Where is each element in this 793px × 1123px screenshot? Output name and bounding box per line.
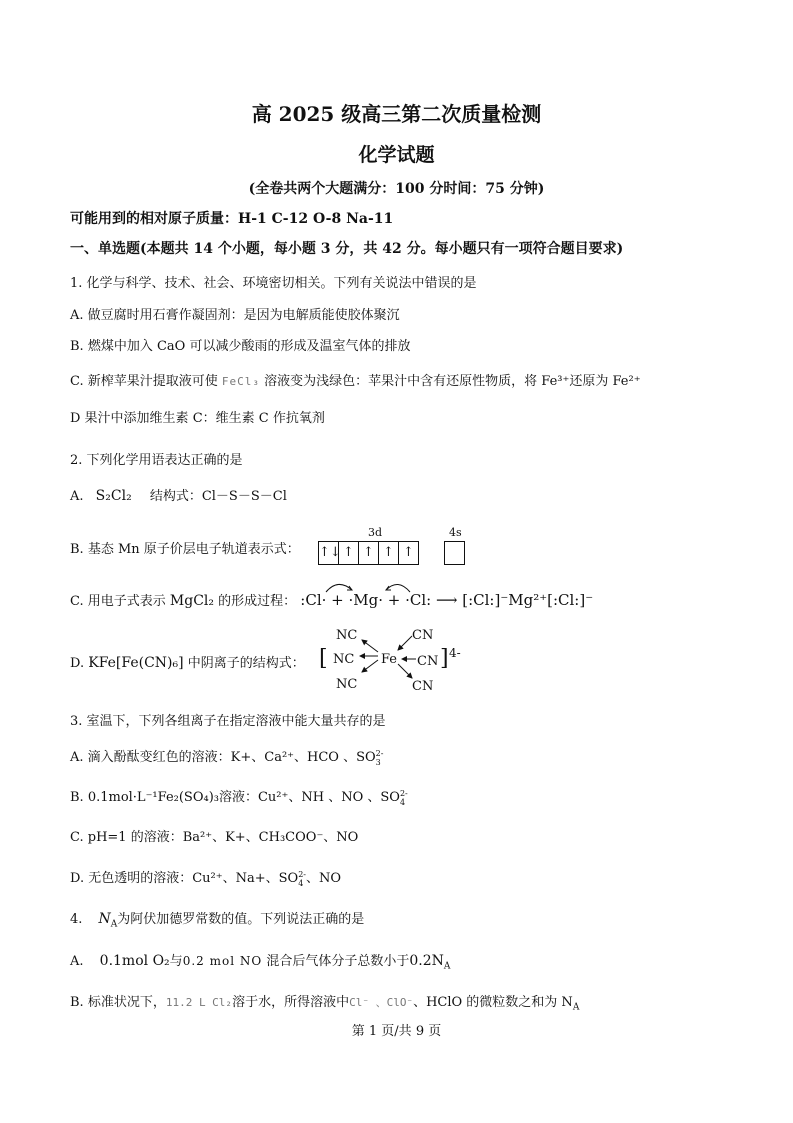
electron-formula-process: :Cl· + ·Mg· + ·Cl: ⟶ [:Cl:]⁻Mg²⁺[:Cl:]⁻: [300, 591, 594, 609]
q1-c-post: 溶液变为浅绿色：苹果汁中含有还原性物质，将 Fe³⁺还原为 Fe²⁺: [264, 374, 641, 389]
q4-b-ions: Cl⁻ 、ClO⁻: [349, 996, 414, 1009]
central-atom-fe: Fe: [381, 652, 398, 667]
q4-a-value-sub: A: [443, 961, 451, 972]
orbital-4s-label: 4s: [449, 526, 462, 539]
q2-c-pre: C. 用电子式表示: [70, 594, 166, 609]
q4-num: 4.: [70, 912, 83, 927]
q4-a-formula2: 0.2 mol NO: [182, 954, 263, 968]
q3-option-c: C. pH=1 的溶液：Ba²⁺、K+、CH₃COO⁻、NO: [70, 830, 359, 845]
orbital-box: ↑: [339, 541, 359, 565]
q3-d-sup: 2-: [298, 869, 306, 879]
q1-option-c: [70, 370, 641, 389]
q4-a-value: 0.2N: [409, 953, 444, 969]
q4-option-a: [70, 950, 450, 972]
orbital-4s-box: [444, 541, 465, 569]
q1-option-b: B. 燃煤中加入 CaO 可以减少酸雨的形成及温室气体的排放: [70, 339, 411, 354]
ion-charge: 4-: [449, 646, 461, 660]
q3-d-sub: 4: [298, 878, 304, 888]
q2-option-d: [70, 652, 305, 671]
left-bracket: [: [319, 646, 328, 671]
orbital-box: ↑: [379, 541, 399, 565]
orbital-3d-label: 3d: [368, 526, 383, 539]
q2-a-formula: S₂Cl₂: [95, 488, 132, 504]
q4-b-mid: 溶于水，所得溶液中: [232, 995, 350, 1010]
q4-a-formula1: 0.1mol O₂: [99, 953, 170, 969]
q2-a-label: A.: [70, 489, 84, 504]
ligand-cn-mid: CN: [417, 654, 439, 669]
q4-stem-text: 为阿伏加德罗常数的值。下列说法正确的是: [117, 912, 365, 927]
q3-option-a: [70, 746, 383, 767]
q3-option-d: [70, 867, 341, 888]
ligand-nc-mid: NC: [333, 652, 355, 667]
exam-title: 高 2025 级高三第二次质量检测: [251, 102, 542, 126]
q3-stem: 3. 室温下，下列各组离子在指定溶液中能大量共存的是: [70, 714, 386, 729]
q3-d-pre: D. 无色透明的溶液：Cu²⁺、Na+、SO: [70, 871, 299, 886]
q3-a-sup: 2-: [375, 748, 384, 758]
q1-stem: 1. 化学与科学、技术、社会、环境密切相关。下列有关说法中错误的是: [70, 276, 477, 291]
coordination-arrows: [356, 626, 420, 686]
q3-b-sup: 2-: [399, 788, 408, 798]
q1-c-pre: C. 新榨苹果汁提取液可使: [70, 374, 218, 389]
electron-transfer-arrows: [318, 580, 428, 594]
orbital-box: [444, 541, 465, 565]
q1-option-d: D 果汁中添加维生素 C：维生素 C 作抗氧剂: [70, 411, 325, 426]
avogadro-symbol: N: [98, 911, 111, 927]
subject-title: 化学试题: [358, 144, 435, 166]
orbital-box: ↑↓: [318, 541, 339, 565]
q2-d-pre: D.: [70, 656, 85, 671]
q3-d-post: 、NO: [306, 871, 342, 886]
ligand-cn-top: CN: [412, 628, 434, 643]
orbital-box: ↑: [399, 541, 419, 565]
q2-a-text: 结构式：Cl－S－S－Cl: [149, 489, 287, 504]
q2-stem: 2. 下列化学用语表达正确的是: [70, 453, 243, 468]
q4-a-label: A.: [70, 954, 84, 969]
right-bracket: ]: [440, 646, 449, 671]
q1-option-a: A. 做豆腐时用石膏作凝固剂：是因为电解质能使胶体聚沉: [70, 308, 400, 323]
ligand-cn-bottom: CN: [412, 679, 434, 694]
exam-info: (全卷共两个大题满分：100 分时间：75 分钟): [248, 181, 545, 197]
q3-b-text: B. 0.1mol·L⁻¹Fe₂(SO₄)₃溶液：Cu²⁺、NH 、NO 、SO: [70, 790, 400, 805]
orbital-3d-boxes: [318, 541, 419, 565]
ligand-nc-bottom: NC: [336, 677, 358, 692]
q2-d-text: 中阴离子的结构式：: [187, 656, 305, 671]
q4-b-pre: B. 标准状况下，: [70, 995, 166, 1010]
q4-a-mid: 与: [169, 954, 183, 969]
q3-option-b: [70, 786, 408, 807]
q4-stem: [70, 908, 364, 930]
q1-c-formula: FeCl₃: [221, 375, 261, 388]
q3-a-text: A. 滴入酚酞变红色的溶液：K+、Ca²⁺、HCO 、SO: [70, 750, 376, 765]
section-title: 一、单选题(本题共 14 个小题，每小题 3 分，共 42 分。每小题只有一项符合题目要求): [70, 241, 624, 257]
avogadro-sub: A: [110, 919, 118, 930]
q2-d-formula: KFe[Fe(CN)₆]: [88, 655, 184, 671]
q4-b-post: 、HClO 的微粒数之和为 N: [413, 995, 573, 1010]
q2-c-formula: MgCl₂: [169, 593, 214, 609]
q3-a-sub: 3: [375, 757, 381, 767]
page-number: 第 1 页/共 9 页: [351, 1024, 442, 1039]
q2-option-a: [70, 485, 287, 504]
q4-b-sub: A: [572, 1002, 580, 1013]
q4-option-b: [70, 991, 579, 1013]
atomic-masses: 可能用到的相对原子质量：H-1 C-12 O-8 Na-11: [70, 211, 394, 227]
q3-b-sub: 4: [399, 797, 406, 807]
ligand-nc-top: NC: [336, 628, 358, 643]
q4-b-formula: 11.2 L Cl₂: [165, 996, 233, 1009]
q2-c-mid: 的形成过程：: [218, 594, 297, 609]
orbital-box: ↑: [359, 541, 379, 565]
q4-a-text: 混合后气体分子总数小于: [266, 954, 410, 969]
q2-option-b: B. 基态 Mn 原子价层电子轨道表示式：: [70, 542, 300, 557]
